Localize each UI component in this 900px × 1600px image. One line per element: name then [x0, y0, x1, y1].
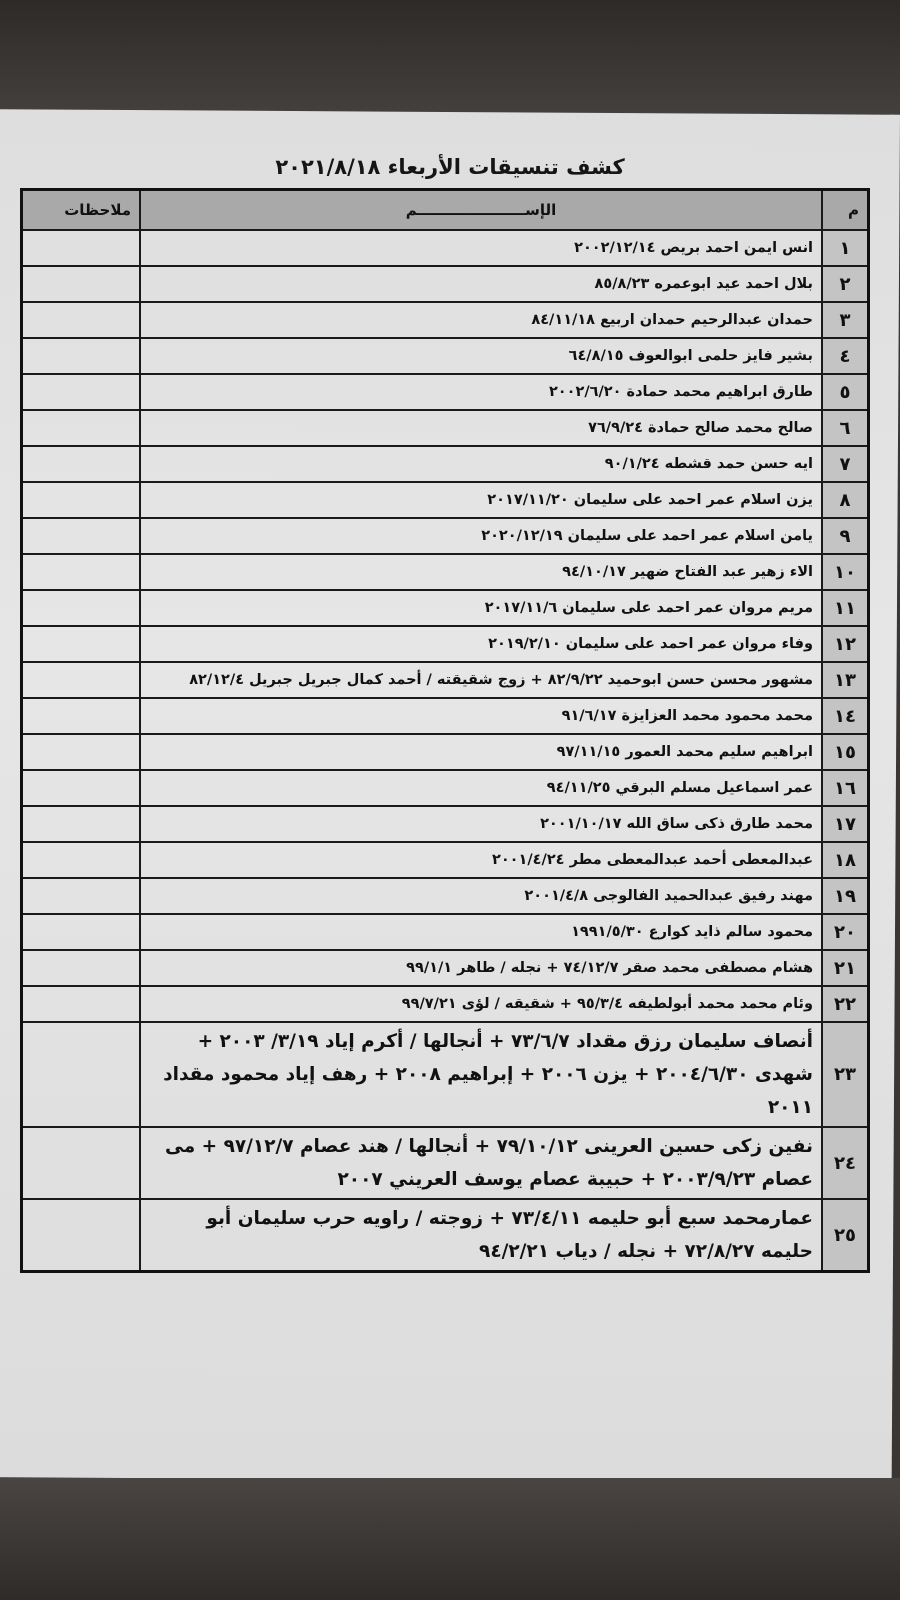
row-notes — [22, 302, 141, 338]
row-name: هشام مصطفى محمد صقر ٧٤/١٢/٧ + نجله / طاهر ٩٩/١/١ — [140, 950, 822, 986]
row-number: ٢٥ — [822, 1199, 869, 1272]
row-number: ١٧ — [822, 806, 869, 842]
row-number: ٢٢ — [822, 986, 869, 1022]
table-row — [22, 734, 869, 770]
row-notes — [22, 914, 141, 950]
row-number: ٧ — [822, 446, 869, 482]
row-number: ١٥ — [822, 734, 869, 770]
table-row — [22, 806, 869, 842]
names-table — [20, 188, 870, 1273]
table-row — [22, 446, 869, 482]
row-notes — [22, 518, 141, 554]
table-row — [22, 1127, 869, 1199]
row-notes — [22, 770, 141, 806]
row-number: ٢٤ — [822, 1127, 869, 1199]
document-title: كشف تنسيقات الأربعاء ٢٠٢١/٨/١٨ — [275, 155, 625, 179]
row-name: نفين زكى حسين العرينى ٧٩/١٠/١٢ + أنجالها / هند عصام ٩٧/١٢/٧ + مى عصام ٢٠٠٣/٩/٢٣ + حبيبة عصام يوسف العريني ٢٠٠٧ — [140, 1127, 822, 1199]
row-notes — [22, 806, 141, 842]
row-notes — [22, 662, 141, 698]
row-notes — [22, 590, 141, 626]
row-name: أنصاف سليمان رزق مقداد ٧٣/٦/٧ + أنجالها / أكرم إياد ٣/١٩/ ٢٠٠٣ + شهدى ٢٠٠٤/٦/٣٠ + يزن ٢٠٠٦ + إبراهيم ٢٠٠٨ + رهف إياد محمود مقداد ٢٠١١ — [140, 1022, 822, 1127]
table-row — [22, 518, 869, 554]
row-number: ٢١ — [822, 950, 869, 986]
row-number: ٢٠ — [822, 914, 869, 950]
table-row — [22, 986, 869, 1022]
background-bottom — [0, 1478, 900, 1600]
row-name: الاء زهير عبد الفتاح ضهير ٩٤/١٠/١٧ — [140, 554, 822, 590]
row-number: ١٦ — [822, 770, 869, 806]
row-name: يزن اسلام عمر احمد على سليمان ٢٠١٧/١١/٢٠ — [140, 482, 822, 518]
row-number: ٨ — [822, 482, 869, 518]
table-row — [22, 302, 869, 338]
row-name: بلال احمد عيد ابوعمره ٨٥/٨/٢٣ — [140, 266, 822, 302]
row-number: ١٣ — [822, 662, 869, 698]
row-number: ١٢ — [822, 626, 869, 662]
row-notes — [22, 482, 141, 518]
table-row — [22, 230, 869, 266]
row-number: ٢ — [822, 266, 869, 302]
row-notes — [22, 374, 141, 410]
row-notes — [22, 950, 141, 986]
row-name: محمد محمود محمد العزايزة ٩١/٦/١٧ — [140, 698, 822, 734]
header-name: الإســـــــــــــــــــــم — [140, 190, 822, 231]
row-number: ٩ — [822, 518, 869, 554]
row-notes — [22, 1199, 141, 1272]
row-notes — [22, 626, 141, 662]
background-top — [0, 0, 900, 125]
row-name: مهند رفيق عبدالحميد الفالوجى ٢٠٠١/٤/٨ — [140, 878, 822, 914]
row-name: ايه حسن حمد قشطه ٩٠/١/٢٤ — [140, 446, 822, 482]
row-name: عبدالمعطى أحمد عبدالمعطى مطر ٢٠٠١/٤/٢٤ — [140, 842, 822, 878]
table-row — [22, 338, 869, 374]
row-notes — [22, 878, 141, 914]
table-row — [22, 1199, 869, 1272]
row-number: ١١ — [822, 590, 869, 626]
row-name: وئام محمد محمد أبولطيفه ٩٥/٣/٤ + شقيقه / لؤى ٩٩/٧/٢١ — [140, 986, 822, 1022]
row-name: وفاء مروان عمر احمد على سليمان ٢٠١٩/٢/١٠ — [140, 626, 822, 662]
row-name: مشهور محسن حسن ابوحميد ٨٢/٩/٢٢ + زوج شقيقته / أحمد كمال جبريل جبريل ٨٢/١٢/٤ — [140, 662, 822, 698]
row-number: ١٠ — [822, 554, 869, 590]
row-name: عمر اسماعيل مسلم البرقي ٩٤/١١/٢٥ — [140, 770, 822, 806]
row-number: ٣ — [822, 302, 869, 338]
header-number: م — [822, 190, 869, 231]
table-row — [22, 374, 869, 410]
table-row — [22, 914, 869, 950]
row-notes — [22, 446, 141, 482]
header-notes: ملاحظات — [22, 190, 141, 231]
table-row — [22, 1022, 869, 1127]
row-name: مريم مروان عمر احمد على سليمان ٢٠١٧/١١/٦ — [140, 590, 822, 626]
table-row — [22, 662, 869, 698]
row-number: ٢٣ — [822, 1022, 869, 1127]
row-name: ابراهيم سليم محمد العمور ٩٧/١١/١٥ — [140, 734, 822, 770]
row-number: ١٩ — [822, 878, 869, 914]
row-name: طارق ابراهيم محمد حمادة ٢٠٠٢/٦/٢٠ — [140, 374, 822, 410]
row-name: عمارمحمد سبع أبو حليمه ٧٣/٤/١١ + زوجته / راويه حرب سليمان أبو حليمه ٧٢/٨/٢٧ + نجله / دياب ٩٤/٢/٢١ — [140, 1199, 822, 1272]
row-name: صالح محمد صالح حمادة ٧٦/٩/٢٤ — [140, 410, 822, 446]
row-number: ٦ — [822, 410, 869, 446]
row-number: ٤ — [822, 338, 869, 374]
table-row — [22, 878, 869, 914]
table-row — [22, 482, 869, 518]
row-name: انس ايمن احمد بريص ٢٠٠٢/١٢/١٤ — [140, 230, 822, 266]
row-number: ١٨ — [822, 842, 869, 878]
row-notes — [22, 842, 141, 878]
row-notes — [22, 338, 141, 374]
table-row — [22, 626, 869, 662]
table-row — [22, 698, 869, 734]
row-name: يامن اسلام عمر احمد على سليمان ٢٠٢٠/١٢/١٩ — [140, 518, 822, 554]
row-name: بشير فايز حلمى ابوالعوف ٦٤/٨/١٥ — [140, 338, 822, 374]
row-notes — [22, 734, 141, 770]
row-notes — [22, 1022, 141, 1127]
row-number: ٥ — [822, 374, 869, 410]
table-row — [22, 410, 869, 446]
table-row — [22, 950, 869, 986]
row-name: حمدان عبدالرحيم حمدان اربيع ٨٤/١١/١٨ — [140, 302, 822, 338]
table-header-row — [22, 190, 869, 231]
row-notes — [22, 698, 141, 734]
row-notes — [22, 410, 141, 446]
table-row — [22, 770, 869, 806]
table-row — [22, 266, 869, 302]
row-notes — [22, 266, 141, 302]
row-notes — [22, 230, 141, 266]
row-number: ١٤ — [822, 698, 869, 734]
table-row — [22, 842, 869, 878]
row-notes — [22, 986, 141, 1022]
row-name: محمود سالم ذايد كوارع ١٩٩١/٥/٣٠ — [140, 914, 822, 950]
table-row — [22, 554, 869, 590]
row-notes — [22, 554, 141, 590]
row-name: محمد طارق ذكى ساق الله ٢٠٠١/١٠/١٧ — [140, 806, 822, 842]
row-number: ١ — [822, 230, 869, 266]
row-notes — [22, 1127, 141, 1199]
table-row — [22, 590, 869, 626]
